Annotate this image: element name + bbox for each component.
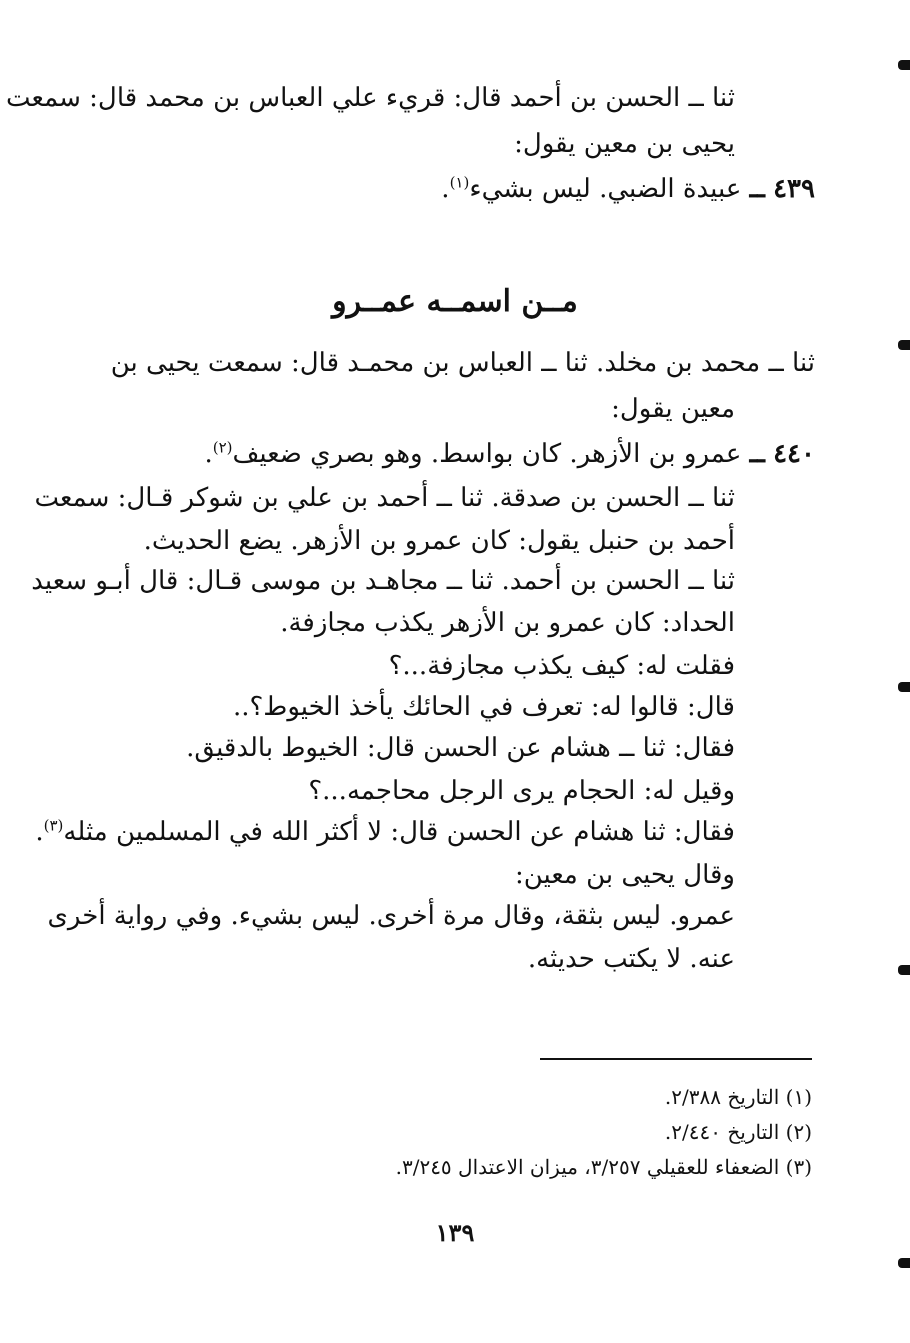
entry-number: ٤٣٩ xyxy=(773,174,815,204)
footnote: (٣) الضعفاء للعقيلي ٣/٢٥٧، ميزان الاعتدال ٣/٢٤٥. xyxy=(395,1155,812,1179)
entry-text: عمرو بن الأزهر. كان بواسط. وهو بصري ضعيف xyxy=(232,439,742,469)
entry-number: ٤٤٠ xyxy=(773,439,815,469)
body-line: فقلت له: كيف يكذب مجازفة...؟ xyxy=(388,651,735,681)
scan-edge-mark xyxy=(898,1258,910,1268)
body-line: وقيل له: الحجام يرى الرجل محاجمه...؟ xyxy=(308,776,735,806)
entry-end: . xyxy=(204,439,213,469)
body-line: ثنا ــ الحسن بن صدقة. ثنا ــ أحمد بن علي بن شوكر قـال: سمعت xyxy=(34,483,735,513)
body-end: . xyxy=(35,817,44,847)
footnote-separator xyxy=(540,1058,812,1060)
isnad-line: معين يقول: xyxy=(611,394,735,424)
footnote-ref: (١) xyxy=(449,173,470,192)
entry-440 xyxy=(204,436,815,472)
isnad-line: ثنا ــ الحسن بن أحمد قال: قريء علي العباس بن محمد قال: سمعت xyxy=(6,83,735,113)
body-line: وقال يحيى بن معين: xyxy=(514,860,735,890)
footnote: (١) التاريخ ٢/٣٨٨. xyxy=(664,1085,812,1109)
body-line xyxy=(35,814,735,850)
entry-dash: ــ xyxy=(749,439,765,469)
entry-text: عبيدة الضبي. ليس بشيء xyxy=(469,174,742,204)
scan-edge-mark xyxy=(898,965,910,975)
footnote-ref: (٣) xyxy=(43,816,64,835)
footnote: (٢) التاريخ ٢/٤٤٠. xyxy=(664,1120,812,1144)
body-line: فقال: ثنا ــ هشام عن الحسن قال: الخيوط بالدقيق. xyxy=(186,733,735,763)
body-line: عمرو. ليس بثقة، وقال مرة أخرى. ليس بشيء. وفي رواية أخرى xyxy=(47,901,735,931)
scan-edge-mark xyxy=(898,682,910,692)
isnad-line: يحيى بن معين يقول: xyxy=(514,129,735,159)
entry-439 xyxy=(441,171,815,207)
isnad-line: ثنا ــ محمد بن مخلد. ثنا ــ العباس بن محمـد قال: سمعت يحيى بن xyxy=(110,348,815,378)
scan-edge-mark xyxy=(898,60,910,70)
scan-edge-mark xyxy=(898,340,910,350)
page-number: ١٣٩ xyxy=(435,1218,475,1247)
section-heading: مــن اسمــه عمــرو xyxy=(332,284,578,319)
body-line: ثنا ــ الحسن بن أحمد. ثنا ــ مجاهـد بن موسى قـال: قال أبـو سعيد xyxy=(31,566,735,596)
body-text: فقال: ثنا هشام عن الحسن قال: لا أكثر الله في المسلمين مثله xyxy=(63,817,735,847)
body-line: عنه. لا يكتب حديثه. xyxy=(527,944,735,974)
body-line: قال: قالوا له: تعرف في الحائك يأخذ الخيوط؟.. xyxy=(232,692,735,722)
body-line: أحمد بن حنبل يقول: كان عمرو بن الأزهر. يضع الحديث. xyxy=(143,526,735,556)
entry-end: . xyxy=(441,174,450,204)
footnote-ref: (٢) xyxy=(212,438,233,457)
entry-dash: ــ xyxy=(749,174,765,204)
body-line: الحداد: كان عمرو بن الأزهر يكذب مجازفة. xyxy=(280,608,735,638)
